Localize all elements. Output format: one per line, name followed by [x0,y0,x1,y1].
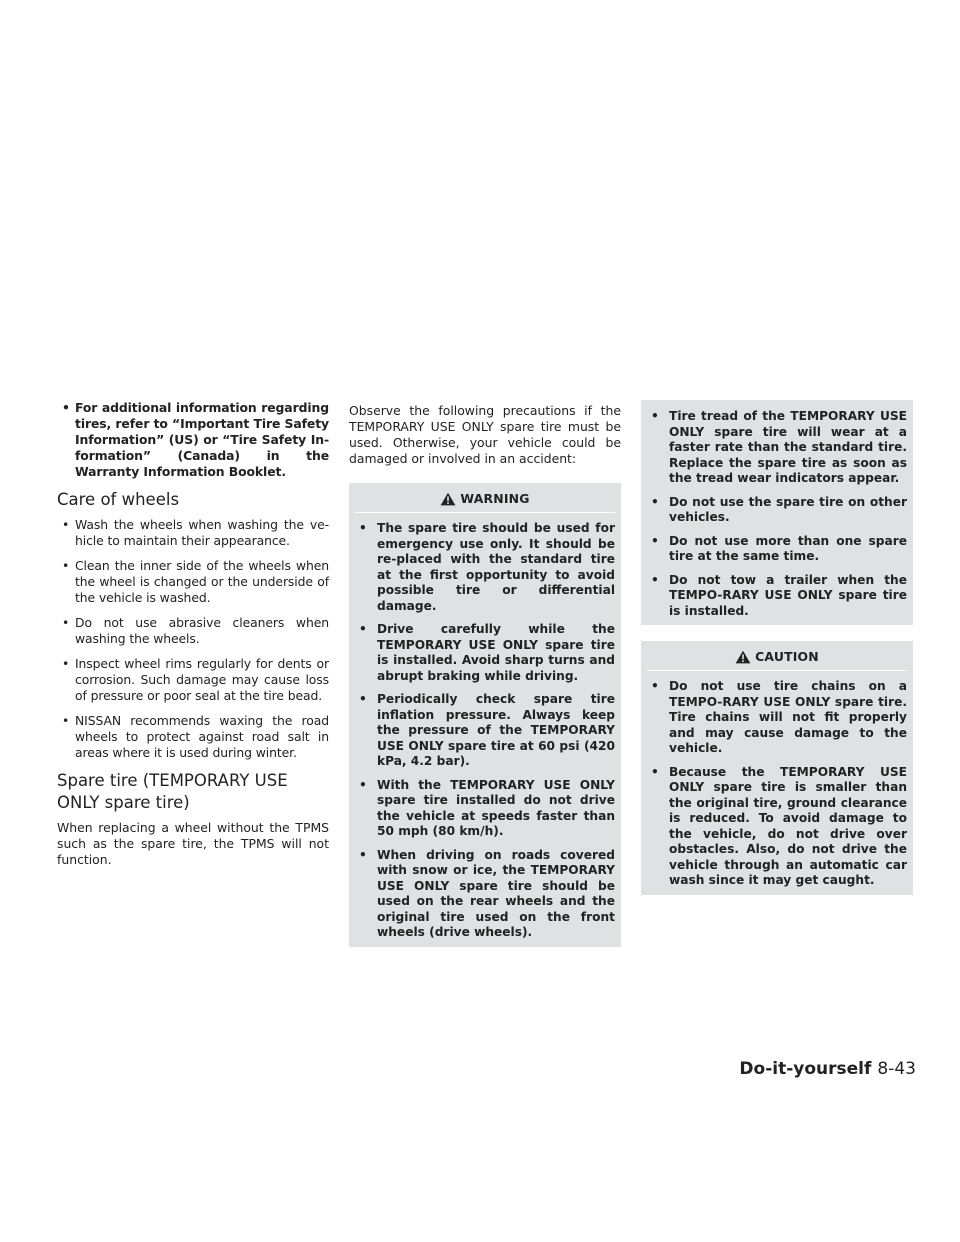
list-item: • Do not tow a trailer when the TEMPO-RARY USE ONLY spare tire is installed. [647,573,907,620]
list-item: • Do not use more than one spare tire at the same time. [647,534,907,565]
list-item: • The spare tire should be used for emergency use only. It should be re-placed with the standard tire at the first opportunity to avoid possible tire or differential damage. [355,521,615,614]
spare-tire-heading: Spare tire (TEMPORARY USE ONLY spare tire) [57,771,288,812]
warning-box [349,483,621,947]
warning-triangle-icon [735,650,751,664]
care-of-wheels-heading: Care of wheels [57,490,180,509]
caution-title: CAUTION [755,649,819,664]
care-bullet-list [57,517,329,761]
page-number: 8-43 [877,1059,916,1079]
caution-header [647,641,907,670]
list-item: • Do not use the spare tire on other vehicles. [647,495,907,526]
list-item: • For additional information regarding tires, refer to “Important Tire Safety Information” (US) or “Tire Safety In-formation” (Canada) in the Warranty Information Booklet. [57,400,329,480]
warning-continued-list [647,409,907,619]
caution-box [641,641,913,895]
middle-column [349,400,621,947]
list-item: • Wash the wheels when washing the ve-hicle to maintain their appearance. [57,517,329,549]
warning-title: WARNING [460,491,530,506]
intro-bullet-list [57,400,329,480]
spare-tire-paragraph: When replacing a wheel without the TPMS such as the spare tire, the TPMS will not function. [57,820,329,867]
right-column [641,400,913,895]
list-item: • When driving on roads covered with snow or ice, the TEMPORARY USE ONLY spare tire should be used on the rear wheels and the original tire used on the front wheels (drive wheels). [355,848,615,941]
precautions-paragraph: Observe the following precautions if the TEMPORARY USE ONLY spare tire must be used. Otherwise, your vehicle could be damaged or involved in an accident: [349,403,621,466]
list-item: • Drive carefully while the TEMPORARY USE ONLY spare tire is installed. Avoid sharp turns and abrupt braking while driving. [355,622,615,684]
warning-continued-box [641,400,913,625]
warning-triangle-icon [440,492,456,506]
list-item: • Do not use abrasive cleaners when washing the wheels. [57,615,329,647]
list-item: • Inspect wheel rims regularly for dents or corrosion. Such damage may cause loss of pressure or poor seal at the tire bead. [57,656,329,704]
list-item: • Periodically check spare tire inflation pressure. Always keep the pressure of the TEMPORARY USE ONLY spare tire at 60 psi (420 kPa, 4.2 bar). [355,692,615,770]
list-item: • NISSAN recommends waxing the road wheels to protect against road salt in areas where it is used during winter. [57,713,329,761]
warning-list [355,512,615,941]
section-name: Do-it-yourself [739,1059,872,1079]
warning-header [355,483,615,512]
caution-list [647,670,907,889]
page-footer [739,1059,916,1079]
list-item: • With the TEMPORARY USE ONLY spare tire installed do not drive the vehicle at speeds faster than 50 mph (80 km/h). [355,778,615,840]
left-column [57,400,329,880]
list-item: • Because the TEMPORARY USE ONLY spare tire is smaller than the original tire, ground clearance is reduced. To avoid damage to the vehicle, do not drive over obstacles. Also, do not drive the vehicle through an automatic car wash since it may get caught. [647,765,907,889]
list-item: • Do not use tire chains on a TEMPO-RARY USE ONLY spare tire. Tire chains will not fit properly and may cause damage to the vehicle. [647,679,907,757]
list-item: • Tire tread of the TEMPORARY USE ONLY spare tire will wear at a faster rate than the standard tire. Replace the spare tire as soon as the tread wear indicators appear. [647,409,907,487]
list-item: • Clean the inner side of the wheels when the wheel is changed or the underside of the vehicle is washed. [57,558,329,606]
